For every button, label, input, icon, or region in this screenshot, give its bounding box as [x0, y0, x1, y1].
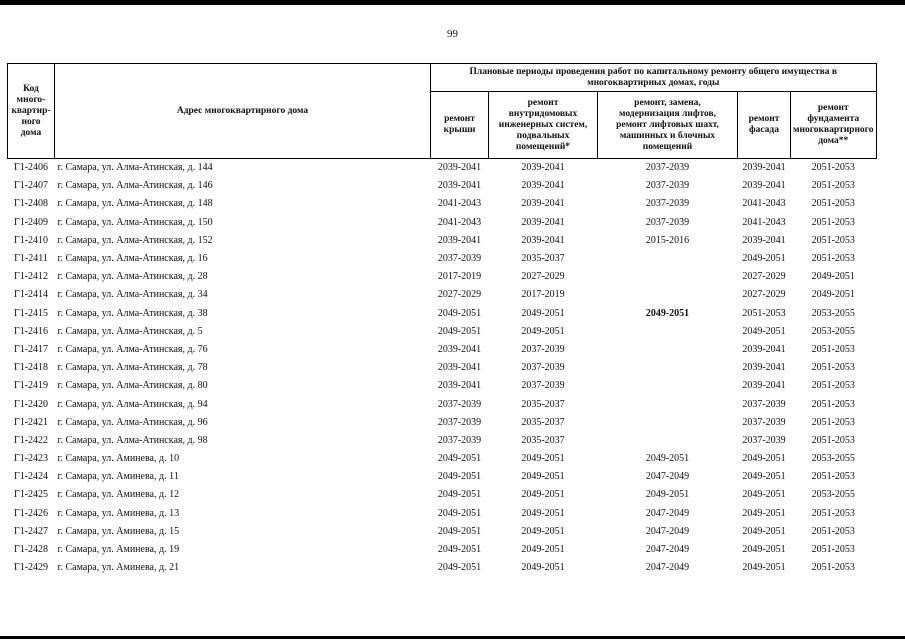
cell-roof: 2039-2041	[437, 180, 482, 192]
cell-foundation: 2051-2053	[811, 162, 855, 174]
cell-address: г. Самара, ул. Алма-Атинская, д. 28	[57, 271, 208, 283]
cell-code: Г1-2410	[13, 234, 49, 246]
table-row	[8, 377, 877, 395]
cell-systems: 2049-2051	[521, 325, 565, 337]
cell-roof: 2039-2041	[437, 362, 482, 374]
cell-code: Г1-2423	[13, 453, 49, 465]
cell-code: Г1-2428	[13, 544, 49, 556]
cell-facade: 2049-2051	[742, 253, 786, 265]
cell-lift: 2015-2016	[645, 234, 690, 246]
cell-address: г. Самара, ул. Алма-Атинская, д. 16	[57, 253, 208, 265]
table-row	[8, 432, 877, 450]
cell-roof: 2039-2041	[437, 380, 482, 392]
cell-address: г. Самара, ул. Алма-Атинская, д. 5	[57, 325, 203, 337]
table-row	[8, 505, 877, 523]
cell-roof: 2049-2051	[437, 471, 482, 483]
cell-address: г. Самара, ул. Аминева, д. 21	[57, 562, 180, 574]
cell-foundation: 2049-2051	[811, 289, 855, 301]
cell-code: Г1-2416	[13, 325, 49, 337]
cell-systems: 2039-2041	[521, 198, 565, 210]
cell-lift	[598, 395, 738, 413]
cell-facade: 2049-2051	[742, 325, 786, 337]
capital-repair-table	[7, 63, 877, 577]
table-row	[8, 359, 877, 377]
cell-lift: 2037-2039	[645, 180, 690, 192]
cell-facade: 2041-2043	[742, 216, 786, 228]
cell-systems: 2017-2019	[521, 289, 565, 301]
cell-code: Г1-2409	[13, 216, 49, 228]
table-row	[8, 232, 877, 250]
table-row	[8, 541, 877, 559]
cell-roof: 2037-2039	[437, 253, 482, 265]
cell-roof: 2049-2051	[437, 562, 482, 574]
cell-systems: 2037-2039	[521, 380, 565, 392]
cell-roof: 2039-2041	[437, 234, 482, 246]
cell-address: г. Самара, ул. Алма-Атинская, д. 38	[57, 307, 208, 319]
cell-foundation: 2051-2053	[811, 380, 855, 392]
header-group-title: Плановые периоды проведения работ по капитальному ремонту общего имущества в многоквартирных домах, годы	[431, 64, 877, 92]
cell-facade: 2039-2041	[742, 362, 786, 374]
cell-systems: 2049-2051	[521, 525, 565, 537]
header-address: Адрес многоквартирного дома	[55, 64, 431, 159]
cell-lift	[598, 432, 738, 450]
cell-roof: 2041-2043	[437, 216, 482, 228]
cell-lift	[598, 414, 738, 432]
cell-foundation: 2051-2053	[811, 434, 855, 446]
cell-facade: 2037-2039	[742, 434, 786, 446]
cell-systems: 2039-2041	[521, 234, 565, 246]
cell-roof: 2049-2051	[437, 544, 482, 556]
table-row	[8, 268, 877, 286]
cell-systems: 2049-2051	[521, 471, 565, 483]
cell-address: г. Самара, ул. Алма-Атинская, д. 96	[57, 416, 208, 428]
cell-code: Г1-2424	[13, 471, 49, 483]
cell-foundation: 2051-2053	[811, 198, 855, 210]
cell-address: г. Самара, ул. Алма-Атинская, д. 146	[57, 180, 213, 192]
cell-facade: 2051-2053	[742, 307, 786, 319]
cell-address: г. Самара, ул. Алма-Атинская, д. 80	[57, 380, 208, 392]
cell-foundation: 2051-2053	[811, 398, 855, 410]
cell-roof: 2037-2039	[437, 434, 482, 446]
cell-facade: 2027-2029	[742, 289, 786, 301]
cell-code: Г1-2417	[13, 343, 49, 355]
cell-roof: 2049-2051	[437, 525, 482, 537]
cell-lift: 2047-2049	[645, 525, 690, 537]
cell-systems: 2039-2041	[521, 216, 565, 228]
table-row	[8, 395, 877, 413]
cell-facade: 2039-2041	[742, 162, 786, 174]
cell-systems: 2049-2051	[521, 489, 565, 501]
cell-roof: 2049-2051	[437, 489, 482, 501]
table-row	[8, 414, 877, 432]
cell-foundation: 2051-2053	[811, 343, 855, 355]
cell-code: Г1-2427	[13, 525, 49, 537]
cell-foundation: 2051-2053	[811, 216, 855, 228]
cell-facade: 2049-2051	[742, 562, 786, 574]
cell-systems: 2049-2051	[521, 307, 565, 319]
cell-lift: 2049-2051	[645, 453, 690, 465]
table-body	[8, 159, 877, 578]
header-roof: ремонт крыши	[431, 92, 489, 159]
cell-lift	[598, 286, 738, 304]
cell-address: г. Самара, ул. Алма-Атинская, д. 76	[57, 343, 208, 355]
cell-lift	[598, 268, 738, 286]
cell-lift: 2047-2049	[645, 507, 690, 519]
cell-address: г. Самара, ул. Алма-Атинская, д. 78	[57, 362, 208, 374]
cell-code: Г1-2420	[13, 398, 49, 410]
cell-lift	[598, 323, 738, 341]
cell-address: г. Самара, ул. Алма-Атинская, д. 98	[57, 434, 208, 446]
cell-lift: 2049-2051	[645, 489, 690, 501]
cell-foundation: 2053-2055	[811, 325, 855, 337]
bottom-rule	[0, 636, 905, 639]
cell-address: г. Самара, ул. Алма-Атинская, д. 152	[57, 234, 213, 246]
cell-systems: 2049-2051	[521, 453, 565, 465]
cell-lift: 2037-2039	[645, 162, 690, 174]
table-row	[8, 214, 877, 232]
cell-facade: 2039-2041	[742, 180, 786, 192]
cell-lift: 2049-2051	[645, 307, 690, 319]
cell-roof: 2037-2039	[437, 416, 482, 428]
cell-foundation: 2051-2053	[811, 234, 855, 246]
cell-roof: 2037-2039	[437, 398, 482, 410]
cell-roof: 2049-2051	[437, 307, 482, 319]
cell-foundation: 2051-2053	[811, 525, 855, 537]
cell-foundation: 2053-2055	[811, 453, 855, 465]
cell-code: Г1-2421	[13, 416, 49, 428]
table-row	[8, 341, 877, 359]
cell-code: Г1-2408	[13, 198, 49, 210]
table-row	[8, 450, 877, 468]
table-row	[8, 523, 877, 541]
cell-systems: 2035-2037	[521, 253, 565, 265]
table-row	[8, 559, 877, 577]
cell-systems: 2039-2041	[521, 180, 565, 192]
cell-facade: 2049-2051	[742, 489, 786, 501]
header-code: Код много- квартир- ного дома	[8, 64, 55, 159]
cell-address: г. Самара, ул. Аминева, д. 13	[57, 507, 180, 519]
cell-roof: 2039-2041	[437, 162, 482, 174]
cell-address: г. Самара, ул. Алма-Атинская, д. 94	[57, 398, 208, 410]
cell-lift: 2047-2049	[645, 471, 690, 483]
cell-roof: 2039-2041	[437, 343, 482, 355]
cell-facade: 2041-2043	[742, 198, 786, 210]
cell-systems: 2049-2051	[521, 562, 565, 574]
cell-code: Г1-2422	[13, 434, 49, 446]
cell-lift: 2037-2039	[645, 216, 690, 228]
cell-facade: 2037-2039	[742, 416, 786, 428]
table-row	[8, 195, 877, 213]
cell-code: Г1-2419	[13, 380, 49, 392]
cell-roof: 2027-2029	[437, 289, 482, 301]
cell-address: г. Самара, ул. Алма-Атинская, д. 148	[57, 198, 213, 210]
cell-code: Г1-2411	[14, 253, 48, 265]
cell-foundation: 2051-2053	[811, 416, 855, 428]
header-systems: ремонт внутридомовых инженерных систем, подвальных помещений*	[489, 92, 598, 159]
cell-foundation: 2051-2053	[811, 562, 855, 574]
cell-facade: 2049-2051	[742, 544, 786, 556]
cell-address: г. Самара, ул. Алма-Атинская, д. 144	[57, 162, 213, 174]
cell-lift: 2047-2049	[645, 544, 690, 556]
cell-foundation: 2051-2053	[811, 180, 855, 192]
cell-systems: 2039-2041	[521, 162, 565, 174]
cell-code: Г1-2412	[13, 271, 49, 283]
cell-address: г. Самара, ул. Алма-Атинская, д. 34	[57, 289, 208, 301]
cell-facade: 2039-2041	[742, 234, 786, 246]
cell-code: Г1-2415	[13, 307, 49, 319]
header-foundation: ремонт фундамента многоквартирного дома**	[791, 92, 877, 159]
cell-roof: 2049-2051	[437, 453, 482, 465]
cell-facade: 2039-2041	[742, 343, 786, 355]
cell-code: Г1-2407	[13, 180, 49, 192]
cell-facade: 2049-2051	[742, 507, 786, 519]
cell-address: г. Самара, ул. Аминева, д. 15	[57, 525, 180, 537]
top-rule	[0, 0, 905, 5]
cell-facade: 2039-2041	[742, 380, 786, 392]
cell-roof: 2049-2051	[437, 507, 482, 519]
cell-code: Г1-2414	[13, 289, 49, 301]
cell-code: Г1-2426	[13, 507, 49, 519]
table-row	[8, 286, 877, 304]
cell-facade: 2037-2039	[742, 398, 786, 410]
header-facade: ремонт фасада	[738, 92, 791, 159]
cell-systems: 2035-2037	[521, 398, 565, 410]
cell-roof: 2049-2051	[437, 325, 482, 337]
cell-foundation: 2051-2053	[811, 253, 855, 265]
table-row	[8, 250, 877, 268]
cell-lift	[598, 359, 738, 377]
cell-foundation: 2053-2055	[811, 307, 855, 319]
cell-code: Г1-2429	[13, 562, 49, 574]
cell-foundation: 2053-2055	[811, 489, 855, 501]
table-row	[8, 323, 877, 341]
cell-lift	[598, 377, 738, 395]
cell-foundation: 2049-2051	[811, 271, 855, 283]
table-row	[8, 305, 877, 323]
cell-foundation: 2051-2053	[811, 544, 855, 556]
cell-roof: 2017-2019	[437, 271, 482, 283]
table-row	[8, 177, 877, 195]
cell-lift: 2037-2039	[645, 198, 690, 210]
cell-facade: 2049-2051	[742, 453, 786, 465]
cell-address: г. Самара, ул. Аминева, д. 12	[57, 489, 180, 501]
cell-code: Г1-2418	[13, 362, 49, 374]
cell-address: г. Самара, ул. Алма-Атинская, д. 150	[57, 216, 213, 228]
cell-systems: 2037-2039	[521, 343, 565, 355]
cell-lift	[598, 341, 738, 359]
table-row	[8, 159, 877, 178]
cell-facade: 2049-2051	[742, 525, 786, 537]
cell-address: г. Самара, ул. Аминева, д. 10	[57, 453, 180, 465]
header-lift: ремонт, замена, модернизация лифтов, ремонт лифтовых шахт, машинных и блочных помещений	[598, 92, 738, 159]
cell-foundation: 2051-2053	[811, 362, 855, 374]
cell-facade: 2049-2051	[742, 471, 786, 483]
cell-foundation: 2051-2053	[811, 507, 855, 519]
cell-code: Г1-2425	[13, 489, 49, 501]
cell-foundation: 2051-2053	[811, 471, 855, 483]
cell-systems: 2049-2051	[521, 544, 565, 556]
cell-systems: 2037-2039	[521, 362, 565, 374]
page-number: 99	[447, 28, 458, 40]
cell-systems: 2035-2037	[521, 416, 565, 428]
table-row	[8, 486, 877, 504]
cell-lift: 2047-2049	[645, 562, 690, 574]
cell-systems: 2049-2051	[521, 507, 565, 519]
cell-code: Г1-2406	[13, 162, 49, 174]
cell-facade: 2027-2029	[742, 271, 786, 283]
cell-address: г. Самара, ул. Аминева, д. 11	[57, 471, 179, 483]
cell-address: г. Самара, ул. Аминева, д. 19	[57, 544, 180, 556]
cell-systems: 2027-2029	[521, 271, 565, 283]
cell-lift	[598, 250, 738, 268]
cell-systems: 2035-2037	[521, 434, 565, 446]
cell-roof: 2041-2043	[437, 198, 482, 210]
table-row	[8, 468, 877, 486]
